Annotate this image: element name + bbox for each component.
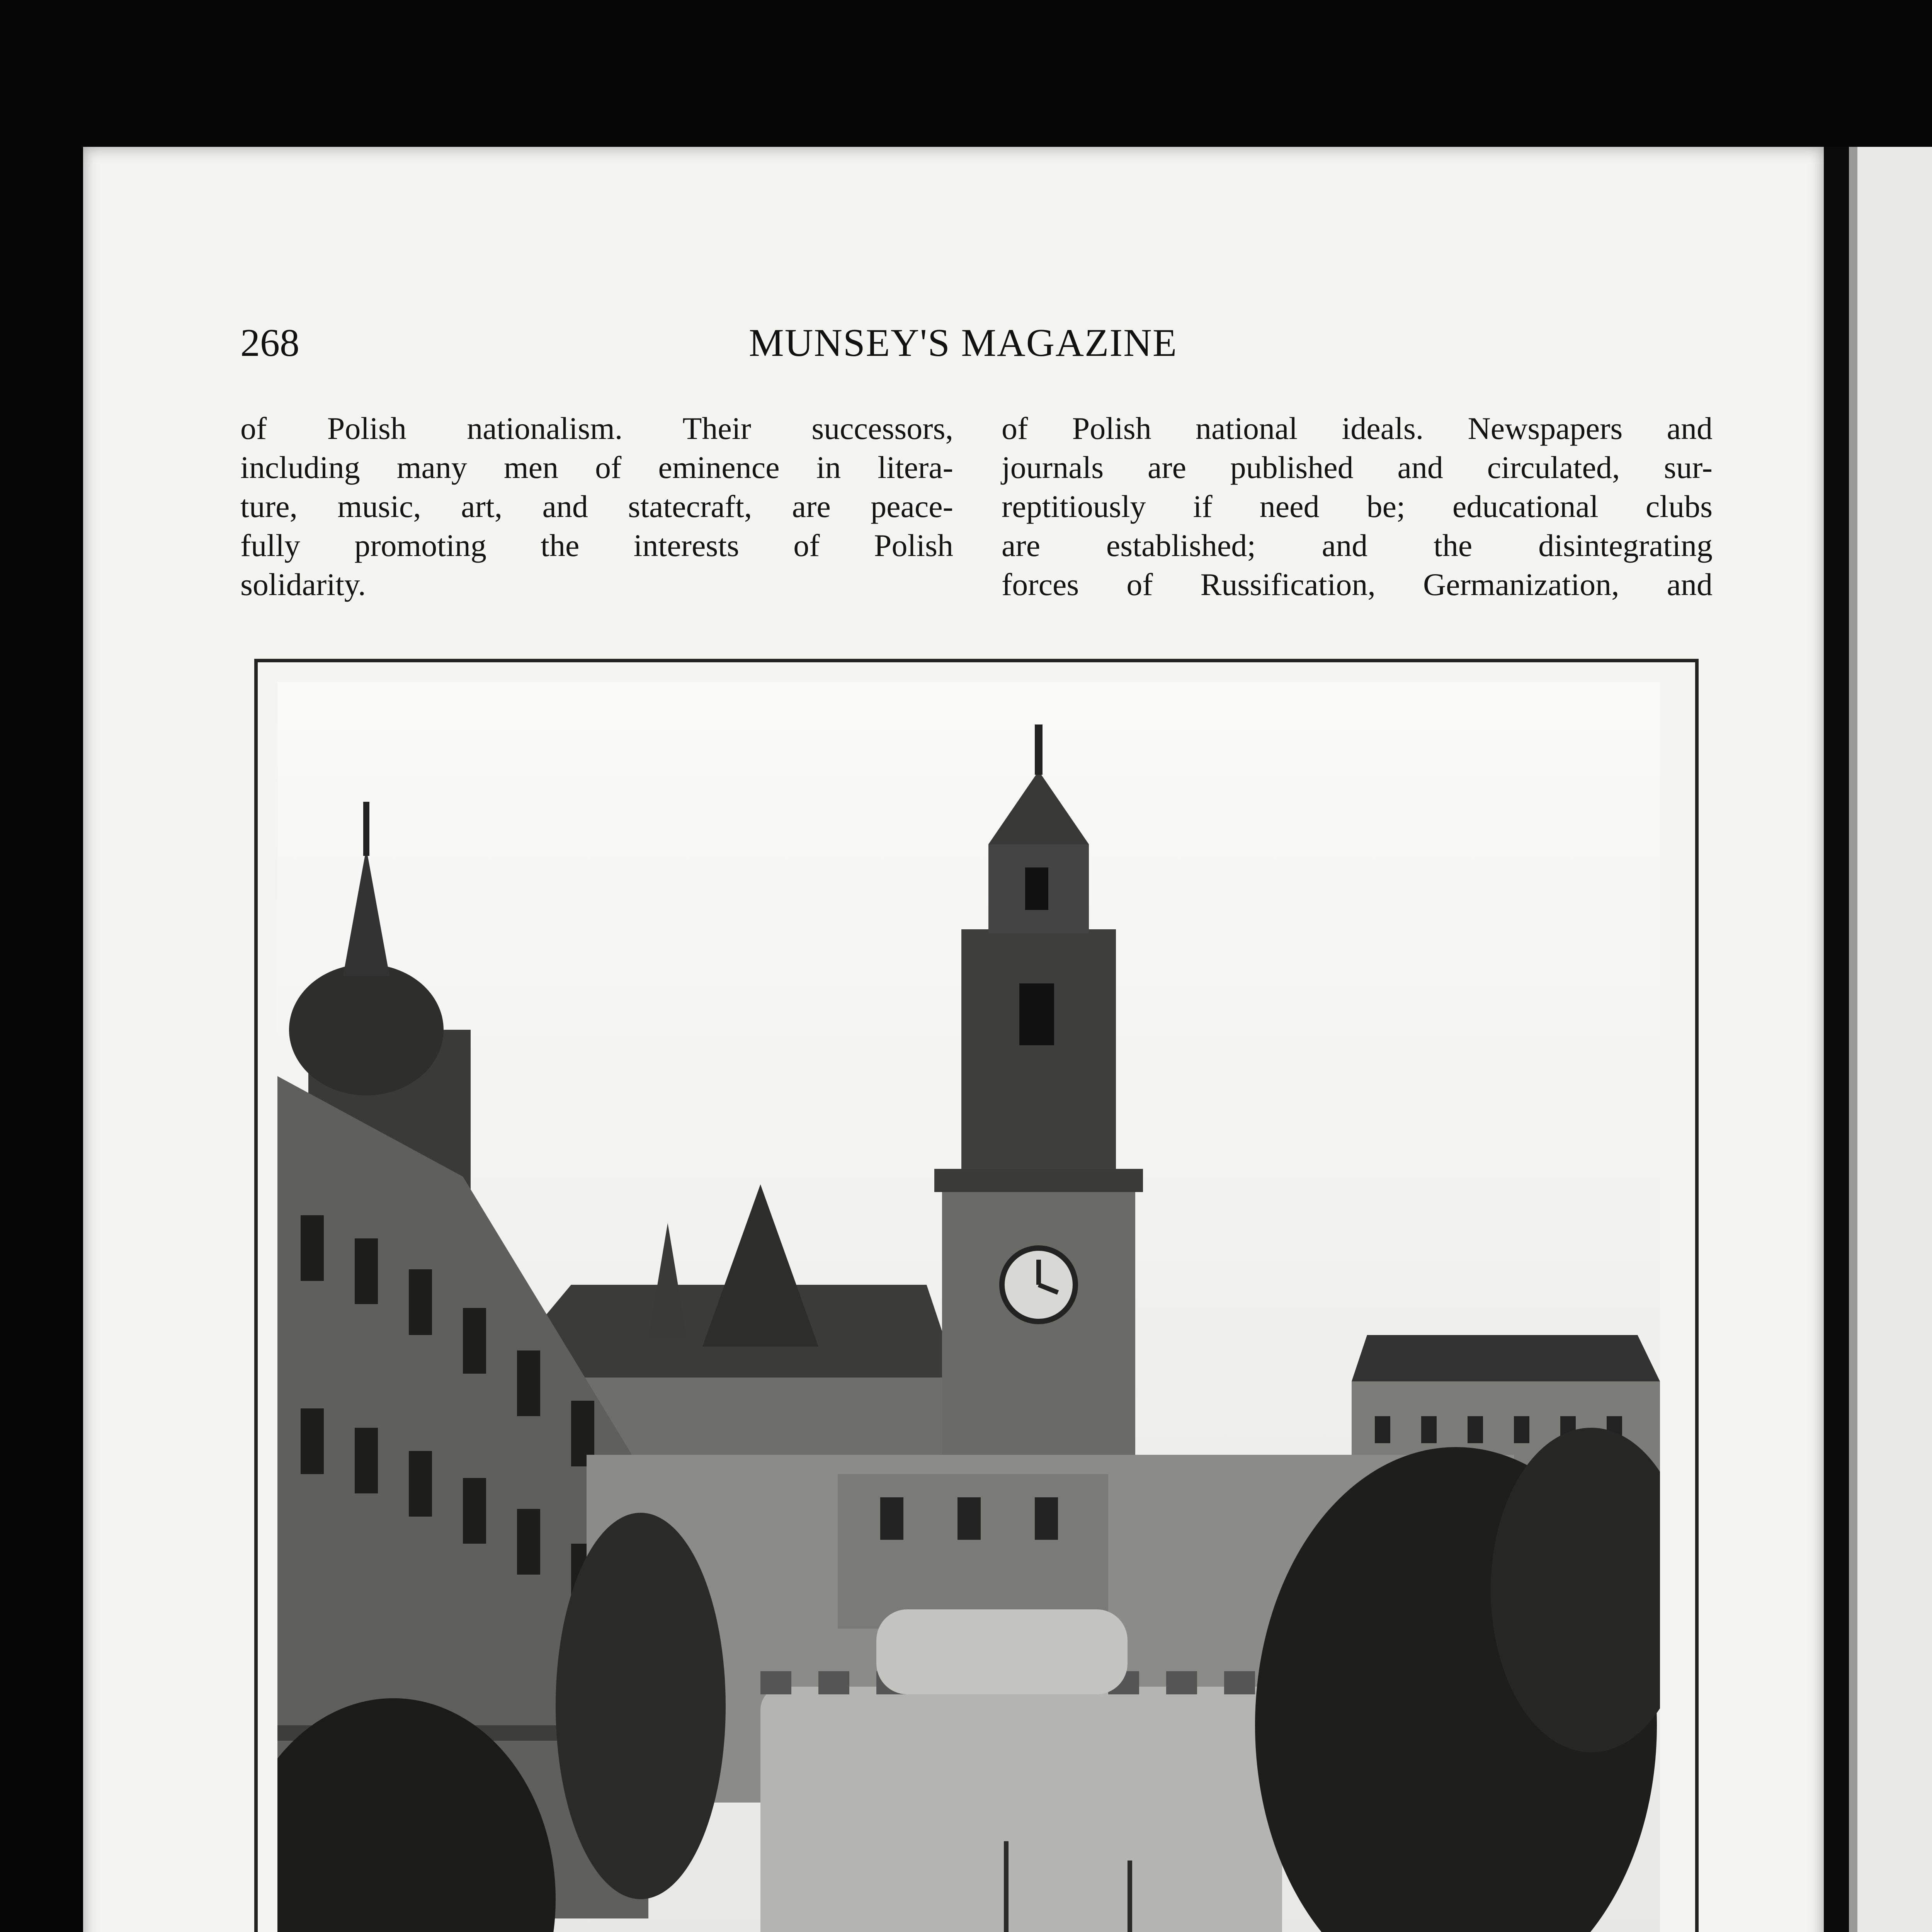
adjacent-page — [1849, 147, 1932, 1932]
scan-border-top — [0, 0, 1932, 147]
text-line: of Polish nationalism. Their successors, — [240, 411, 953, 446]
text-line: reptitiously if need be; educational clubs — [1002, 489, 1713, 524]
text-line: including many men of eminence in litera- — [240, 450, 953, 485]
text-line: solidarity. — [240, 567, 366, 602]
cathedral-photograph — [277, 682, 1660, 1932]
text-line: forces of Russification, Germanization, and — [1002, 567, 1713, 602]
page-number: 268 — [240, 321, 299, 365]
text-line: journals are published and circulated, sur- — [1002, 450, 1713, 485]
adjacent-page-edge — [1849, 147, 1857, 1932]
text-column-top-left — [240, 409, 953, 604]
text-line: of Polish national ideals. Newspapers and — [1002, 411, 1713, 446]
text-column-top-right — [1002, 409, 1713, 604]
text-line: are established; and the disintegrating — [1002, 528, 1713, 563]
text-line: ture, music, art, and statecraft, are peace- — [240, 489, 953, 524]
text-line: fully promoting the interests of Polish — [240, 528, 953, 563]
running-title: MUNSEY'S MAGAZINE — [749, 321, 1178, 365]
book-binding-gutter — [1824, 147, 1849, 1932]
